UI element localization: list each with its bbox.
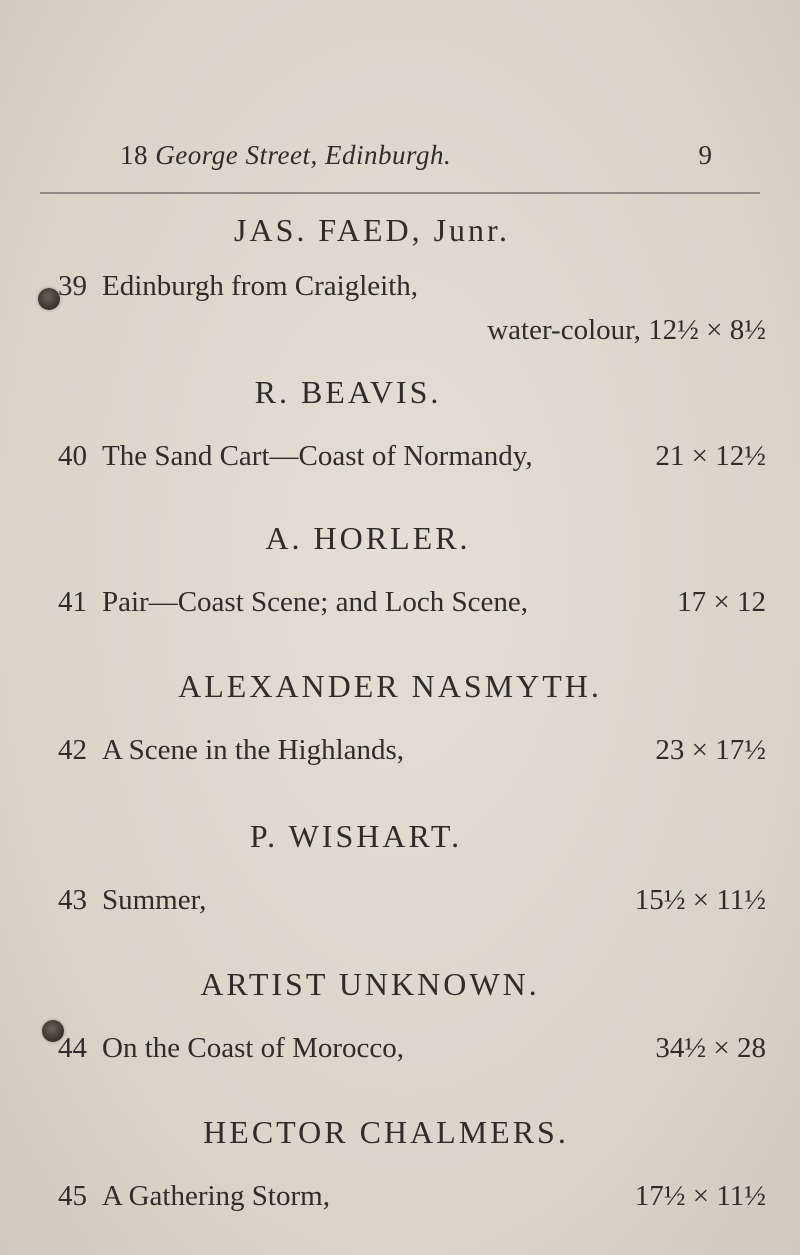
artwork-title: Edinburgh from Craigleith, <box>102 270 418 302</box>
artist-name: A. HORLER. <box>265 520 471 556</box>
catalogue-entry <box>0 734 800 774</box>
artist-name: HECTOR CHALMERS. <box>203 1114 569 1150</box>
artwork-dimensions: 21 × 12½ <box>655 440 766 472</box>
catalogue-entry <box>0 1032 800 1072</box>
artwork-dimensions: 17 × 12 <box>677 586 766 618</box>
artist-name: R. BEAVIS. <box>254 374 442 410</box>
artist-heading <box>0 668 790 705</box>
artwork-title: A Scene in the Highlands, <box>102 734 405 766</box>
artwork-title: The Sand Cart—Coast of Normandy, <box>102 440 533 472</box>
artist-heading <box>0 966 770 1003</box>
artist-heading <box>0 1114 786 1151</box>
artist-name: P. WISHART. <box>249 818 463 854</box>
lot-number: 43 <box>58 884 87 916</box>
artwork-dimensions: 34½ × 28 <box>655 1032 766 1064</box>
lot-number: 45 <box>58 1180 87 1212</box>
lot-number: 41 <box>58 586 87 618</box>
artist-heading <box>0 212 772 249</box>
header-street: George Street, <box>155 140 318 170</box>
catalogue-entry <box>0 1180 800 1220</box>
artwork-dimensions: 12½ × 8½ <box>648 314 766 346</box>
artwork-title: On the Coast of Morocco, <box>102 1032 405 1064</box>
catalogue-entry <box>0 270 800 310</box>
header-city: Edinburgh. <box>324 140 452 170</box>
catalogue-entry <box>0 440 800 480</box>
artist-heading <box>0 520 768 557</box>
artist-heading <box>0 374 748 411</box>
catalogue-entry <box>0 884 800 924</box>
artwork-title: Summer, <box>102 884 207 916</box>
lot-number: 40 <box>58 440 87 472</box>
artwork-dimensions: 23 × 17½ <box>655 734 766 766</box>
artwork-dimensions: 15½ × 11½ <box>634 884 766 916</box>
artist-name: JAS. FAED, Junr. <box>234 212 510 248</box>
artist-name: ALEXANDER NASMYTH. <box>178 668 602 704</box>
page-number: 9 <box>698 140 712 170</box>
artwork-dimensions: 17½ × 11½ <box>634 1180 766 1212</box>
lot-number: 39 <box>58 270 87 302</box>
header-rule <box>40 192 760 194</box>
catalogue-entry <box>0 586 800 626</box>
artist-name: ARTIST UNKNOWN. <box>200 966 540 1002</box>
lot-number: 44 <box>58 1032 87 1064</box>
lot-number: 42 <box>58 734 87 766</box>
entry-details <box>487 314 766 347</box>
artwork-title: Pair—Coast Scene; and Loch Scene, <box>102 586 529 618</box>
artist-heading <box>0 818 756 855</box>
artwork-medium: water-colour, <box>487 314 641 346</box>
artwork-title: A Gathering Storm, <box>102 1180 330 1212</box>
header-number: 18 <box>120 140 148 170</box>
running-header <box>0 140 800 180</box>
